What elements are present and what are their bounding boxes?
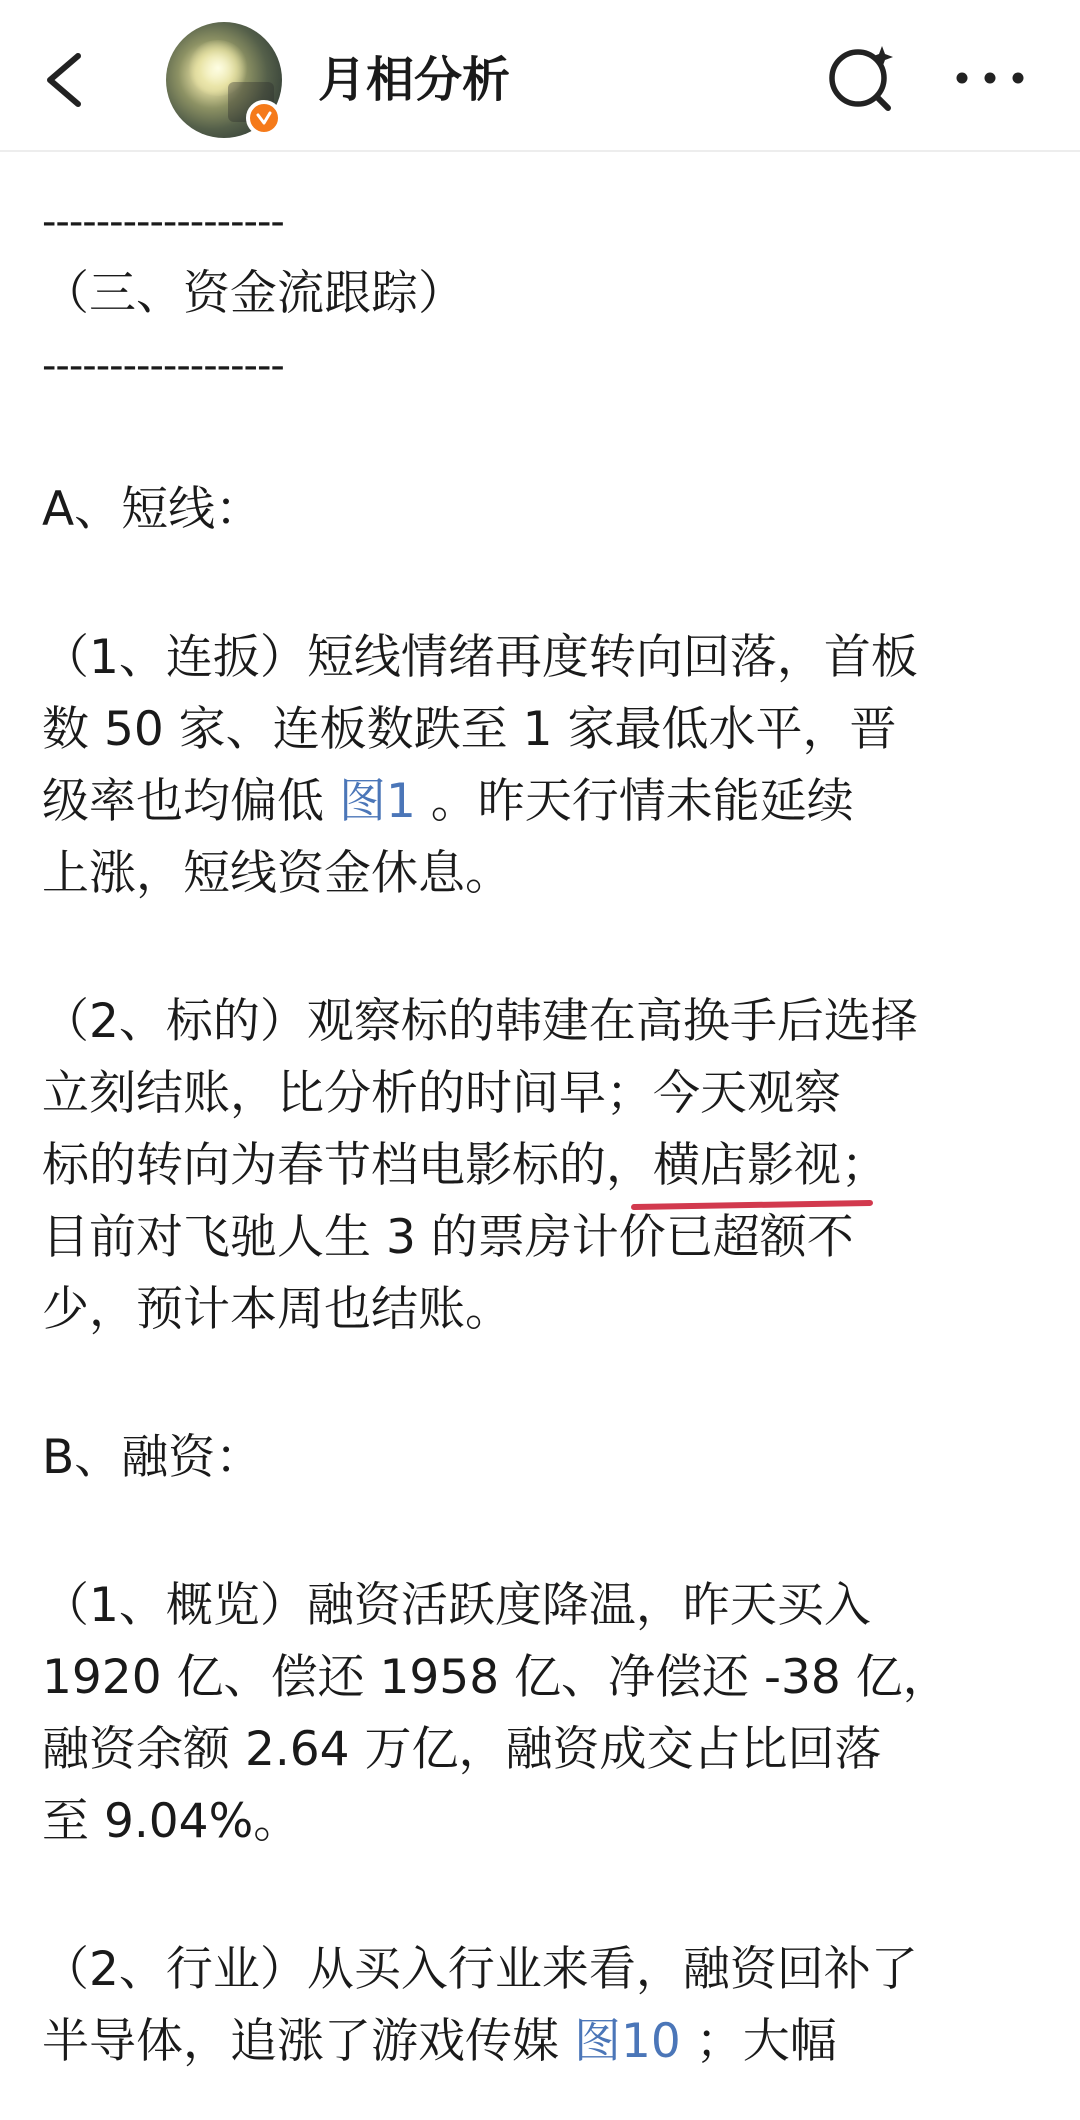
paragraph-line: （1、连扳）短线情绪再度转向回落，首板 xyxy=(42,630,918,685)
paragraph-line: 立刻结账，比分析的时间早；今天观察 xyxy=(42,1066,841,1121)
inline-text: 级率也均偏低 xyxy=(42,774,339,829)
paragraph-line: 数 50 家、连板数跌至 1 家最低水平，晋 xyxy=(42,702,897,757)
top-nav-bar xyxy=(0,0,1080,152)
paragraph-line: （2、行业）从买入行业来看，融资回补了 xyxy=(42,1942,918,1997)
section-divider-top: ------------------ xyxy=(42,199,284,245)
paragraph-line xyxy=(42,1130,1052,1202)
paragraph-line: （2、标的）观察标的韩建在高换手后选择 xyxy=(42,994,918,1049)
avatar[interactable] xyxy=(166,22,282,138)
page-title[interactable]: 月相分析 xyxy=(318,52,511,108)
part-a-heading: A、短线： xyxy=(42,482,263,537)
search-icon xyxy=(824,40,900,116)
figure-link-1[interactable]: 图1 xyxy=(338,774,416,829)
paragraph-line xyxy=(42,766,1052,838)
figure-link-10[interactable]: 图10 xyxy=(573,2014,681,2069)
paragraph-line xyxy=(42,2006,1052,2078)
paragraph-line: 目前对飞驰人生 3 的票房计价已超额不 xyxy=(42,1210,854,1265)
paragraph-line: （1、概览）融资活跃度降温，昨天买入 xyxy=(42,1578,871,1633)
paragraph-line: 融资余额 2.64 万亿，融资成交占比回落 xyxy=(42,1722,882,1777)
inline-text: ； xyxy=(841,1138,888,1193)
chevron-left-icon xyxy=(36,40,96,120)
paragraph-line: 上涨，短线资金休息。 xyxy=(42,846,512,901)
more-dots-icon xyxy=(950,58,1030,98)
paragraph-line: 至 9.04%。 xyxy=(42,1794,301,1849)
section-divider-bottom: ------------------ xyxy=(42,343,284,389)
section-title: （三、资金流跟踪） xyxy=(42,266,465,321)
inline-text: ；大幅 xyxy=(680,2014,837,2069)
paragraph-line: 少，预计本周也结账。 xyxy=(42,1282,512,1337)
paragraph-line: 1920 亿、偿还 1958 亿、净偿还 -38 亿， xyxy=(42,1650,950,1705)
inline-text: 。昨天行情未能延续 xyxy=(415,774,854,829)
article-body xyxy=(42,186,1052,2078)
part-b-heading: B、融资： xyxy=(42,1430,263,1485)
verified-badge-icon xyxy=(246,100,282,136)
more-button[interactable] xyxy=(950,58,1030,98)
search-button[interactable] xyxy=(824,40,900,116)
inline-text: 半导体，追涨了游戏传媒 xyxy=(42,2014,574,2069)
underlined-stock-name: 横店影视 xyxy=(653,1130,841,1202)
back-button[interactable] xyxy=(36,40,96,120)
inline-text: 标的转向为春节档电影标的， xyxy=(42,1138,653,1193)
